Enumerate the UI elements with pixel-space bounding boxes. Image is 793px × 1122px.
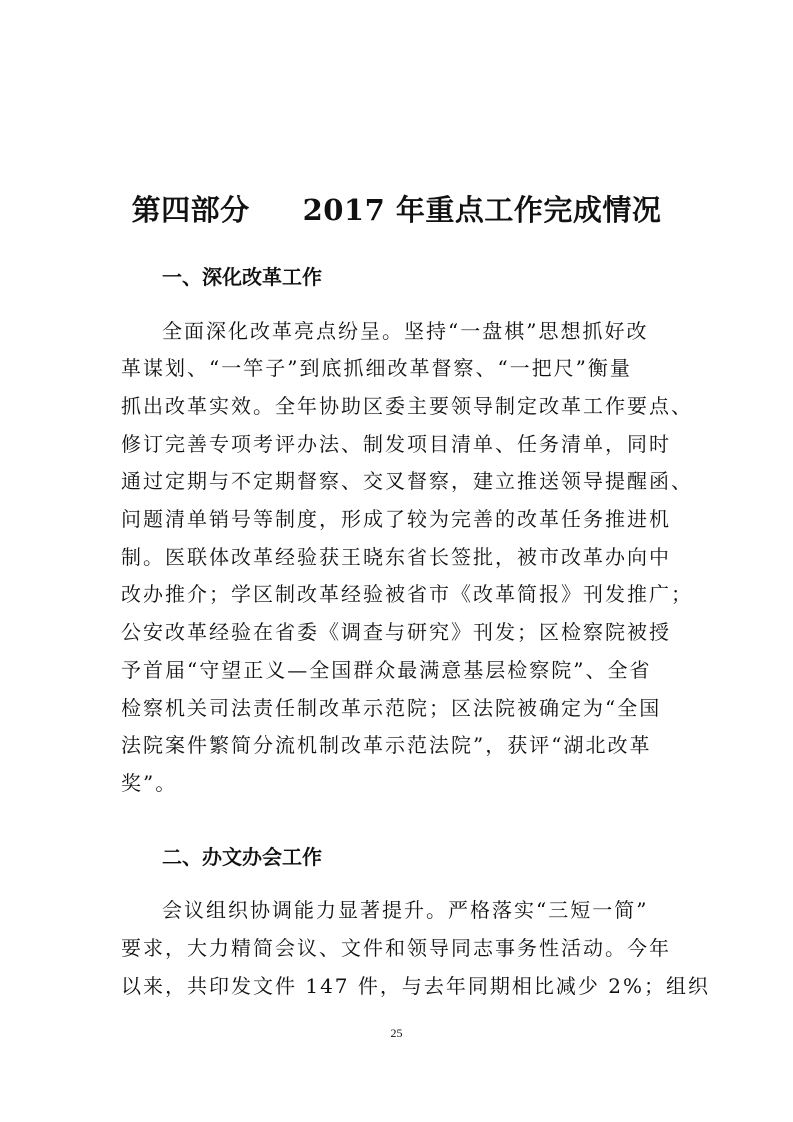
page-title: 第四部分 2017 年重点工作完成情况 xyxy=(131,193,662,227)
paragraph-line: 抓出改革实效。全年协助区委主要领导制定改革工作要点、 xyxy=(121,394,693,418)
paragraph-line: 制。医联体改革经验获王晓东省长签批，被市改革办向中 xyxy=(121,545,671,569)
paragraph-line: 问题清单销号等制度，形成了较为完善的改革任务推进机 xyxy=(121,507,671,531)
paragraph-line: 检察机关司法责任制改革示范院；区法院被确定为“全国 xyxy=(121,696,662,720)
paragraph-line: 以来，共印发文件 147 件，与去年同期相比减少 2%；组织 xyxy=(121,974,710,998)
paragraph-line: 予首届“守望正义—全国群众最满意基层检察院”、全省 xyxy=(121,658,652,682)
paragraph-line: 革谋划、“一竿子”到底抓细改革督察、“一把尺”衡量 xyxy=(121,356,632,380)
section-heading-reform: 一、深化改革工作 xyxy=(162,265,322,289)
paragraph-line: 会议组织协调能力显著提升。严格落实“三短一简” xyxy=(162,898,649,922)
paragraph-line: 奖”。 xyxy=(121,771,178,795)
paragraph-line: 全面深化改革亮点纷呈。坚持“一盘棋”思想抓好改 xyxy=(162,319,649,343)
paragraph-line: 要求，大力精简会议、文件和领导同志事务性活动。今年 xyxy=(121,936,671,960)
paragraph-line: 通过定期与不定期督察、交叉督察，建立推送领导提醒函、 xyxy=(121,469,693,493)
paragraph-line: 改办推介；学区制改革经验被省市《改革简报》刊发推广； xyxy=(121,582,693,606)
paragraph-line: 修订完善专项考评办法、制发项目清单、任务清单，同时 xyxy=(121,432,671,456)
section-heading-documents-meetings: 二、办文办会工作 xyxy=(162,845,322,869)
paragraph-line: 法院案件繁简分流机制改革示范法院”，获评“湖北改革 xyxy=(121,733,652,757)
paragraph-line: 公安改革经验在省委《调查与研究》刊发；区检察院被授 xyxy=(121,620,671,644)
page-number: 25 xyxy=(390,1026,403,1040)
